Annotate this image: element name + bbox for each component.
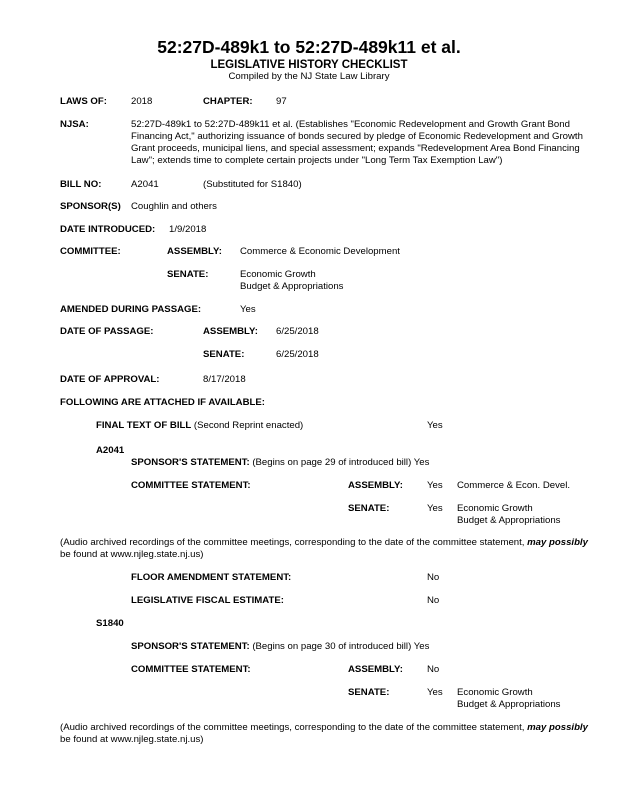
committee-senate-value-1: Economic Growth [240,269,316,280]
floor-amendment-label: FLOOR AMENDMENT STATEMENT: [131,572,292,583]
passage-label: DATE OF PASSAGE: [60,326,154,337]
a2041-sponsor-label: SPONSOR'S STATEMENT: [131,457,250,468]
final-text-label: FINAL TEXT OF BILL [96,420,192,431]
final-text-note: (Second Reprint enacted) [193,420,304,431]
floor-amendment-value: No [427,572,440,583]
committee-label: COMMITTEE: [60,246,121,257]
s1840-senate-committee-2: Budget & Appropriations [457,699,561,710]
a2041-sponsor-value: Yes [413,457,430,468]
audio-note-2-line-2: be found at www.njleg.state.nj.us) [60,734,204,745]
sponsors-value: Coughlin and others [131,201,217,212]
bill-no-value: A2041 [131,179,159,190]
committee-assembly-label: ASSEMBLY: [167,246,222,257]
a2041-senate-committee-2: Budget & Appropriations [457,515,561,526]
amended-value: Yes [240,304,256,315]
njsa-line-2: Financing Act," authorizing issuance of bonds secured by pledge of Economic Redevelopment and Growth [131,131,583,142]
s1840-senate-label: SENATE: [348,687,390,698]
attached-heading: FOLLOWING ARE ATTACHED IF AVAILABLE: [60,397,265,408]
s1840-committee-label: COMMITTEE STATEMENT: [131,664,251,675]
a2041-assembly-committee: Commerce & Econ. Devel. [457,480,571,491]
passage-senate-value: 6/25/2018 [276,349,319,360]
audio-note-1-emphasis: may possibly [527,537,588,548]
s1840-senate-committee-1: Economic Growth [457,687,533,698]
njsa-label: NJSA: [60,119,89,130]
passage-assembly-value: 6/25/2018 [276,326,319,337]
page-subtitle: LEGISLATIVE HISTORY CHECKLIST [210,59,408,71]
a2041-assembly-label: ASSEMBLY: [348,480,403,491]
a2041-sponsor-note: (Begins on page 29 of introduced bill) [252,457,412,468]
audio-note-1-line-1 [60,537,588,549]
njsa-line-4: Law"; extends time to complete certain projects under "Long Term Tax Exemption Law") [131,155,503,166]
s1840-assembly-label: ASSEMBLY: [348,664,403,675]
a2041-senate-value: Yes [427,503,443,514]
approval-value: 8/17/2018 [203,374,246,385]
date-introduced-value: 1/9/2018 [169,224,207,235]
fiscal-estimate-label: LEGISLATIVE FISCAL ESTIMATE: [131,595,284,606]
a2041-heading: A2041 [96,445,125,456]
chapter-label: CHAPTER: [203,96,253,107]
final-text-row [96,420,303,432]
a2041-assembly-value: Yes [427,480,443,491]
s1840-sponsor-note: (Begins on page 30 of introduced bill) [252,641,412,652]
a2041-senate-label: SENATE: [348,503,390,514]
njsa-line-1: 52:27D-489k1 to 52:27D-489k11 et al. (Establishes "Economic Redevelopment and Growth Grant Bond [131,119,570,130]
date-introduced-label: DATE INTRODUCED: [60,224,156,235]
substituted-note: (Substituted for S1840) [203,179,302,190]
audio-note-2-text: (Audio archived recordings of the committee meetings, corresponding to the date of the committee statement, [60,722,528,733]
page-title: 52:27D-489k1 to 52:27D-489k11 et al. [157,37,461,57]
a2041-senate-committee-1: Economic Growth [457,503,533,514]
passage-senate-label: SENATE: [203,349,245,360]
audio-note-2-emphasis: may possibly [527,722,588,733]
s1840-senate-value: Yes [427,687,443,698]
chapter-value: 97 [276,96,287,107]
laws-of-label: LAWS OF: [60,96,107,107]
compiled-by-line: Compiled by the NJ State Law Library [228,71,390,82]
committee-senate-value-2: Budget & Appropriations [240,281,344,292]
bill-no-label: BILL NO: [60,179,102,190]
a2041-sponsor-row [131,457,429,469]
fiscal-estimate-value: No [427,595,440,606]
audio-note-1-text: (Audio archived recordings of the committee meetings, corresponding to the date of the committee statement, [60,537,528,548]
s1840-heading: S1840 [96,618,124,629]
audio-note-1-line-2: be found at www.njleg.state.nj.us) [60,549,204,560]
a2041-committee-label: COMMITTEE STATEMENT: [131,480,251,491]
laws-of-value: 2018 [131,96,153,107]
approval-label: DATE OF APPROVAL: [60,374,160,385]
s1840-sponsor-value: Yes [413,641,430,652]
committee-assembly-value: Commerce & Economic Development [240,246,400,257]
audio-note-2-line-1 [60,722,588,734]
passage-assembly-label: ASSEMBLY: [203,326,258,337]
sponsors-label: SPONSOR(S) [60,201,121,212]
s1840-sponsor-label: SPONSOR'S STATEMENT: [131,641,250,652]
committee-senate-label: SENATE: [167,269,209,280]
s1840-sponsor-row [131,641,429,653]
final-text-value: Yes [427,420,443,431]
s1840-assembly-value: No [427,664,440,675]
amended-label: AMENDED DURING PASSAGE: [60,304,202,315]
njsa-line-3: Grant proceeds, municipal liens, and special assessment; expands "Redevelopment Area Bond Financing [131,143,580,154]
